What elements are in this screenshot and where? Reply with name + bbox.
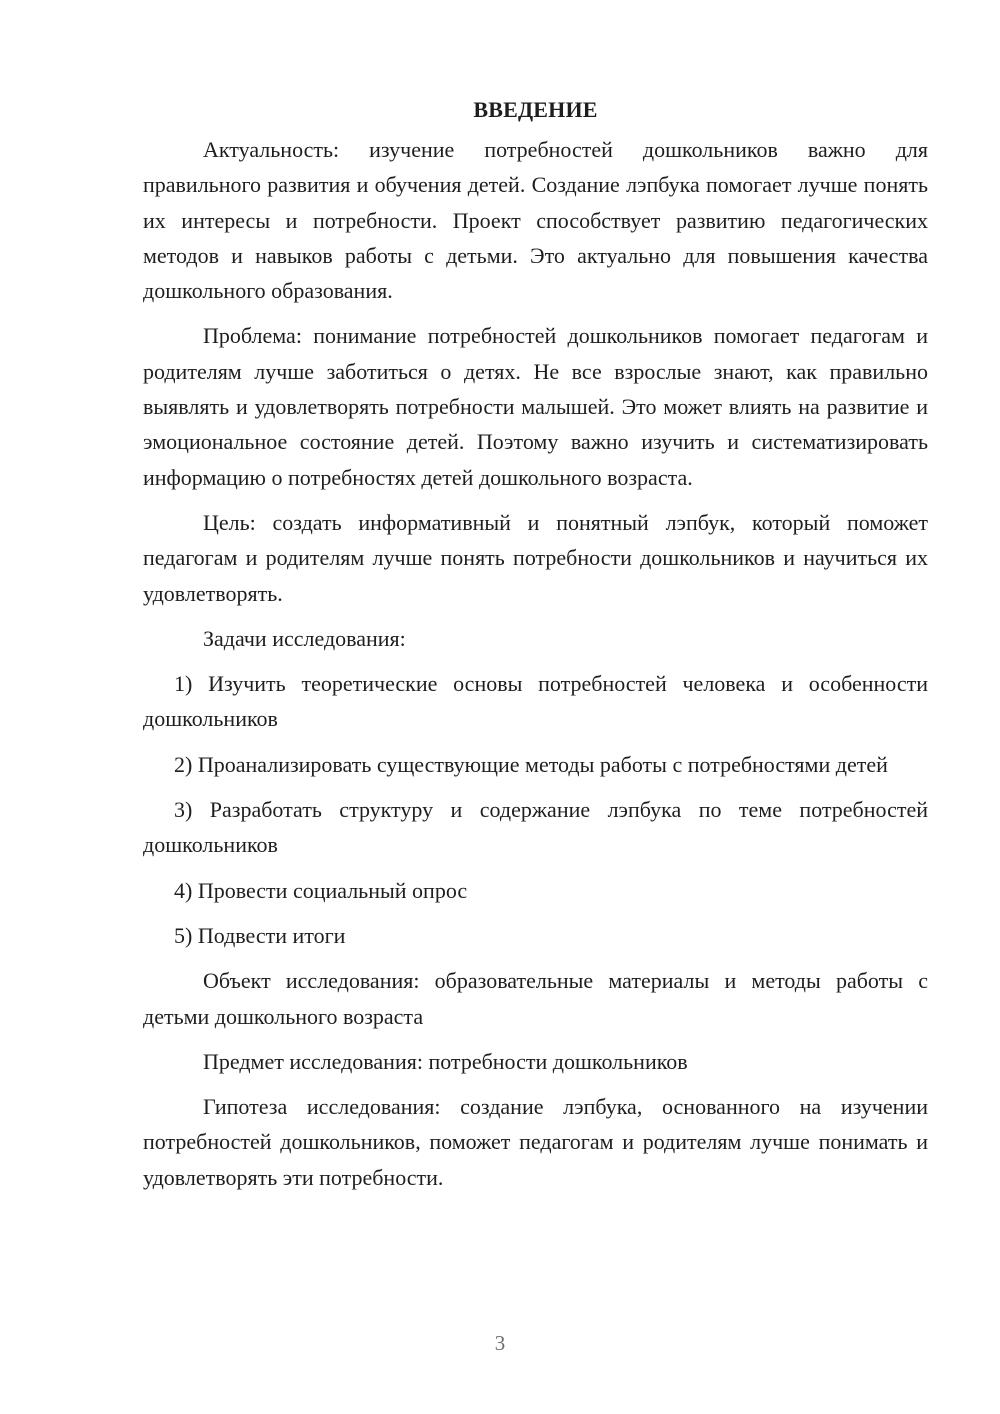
document-page: [143, 92, 928, 1205]
object-paragraph: Объект исследования: образовательные материалы и методы работы с детьми дошкольного возраста: [143, 968, 928, 1029]
goal-paragraph: Цель: создать информативный и понятный лэпбук, который поможет педагогам и родителям лучше понять потребности дошкольников и научиться их удовлетворять.: [143, 509, 928, 606]
problem-paragraph: Проблема: понимание потребностей дошкольников помогает педагогам и родителям лучше заботиться о детях. Не все взрослые знают, как правильно выявлять и удовлетворять потребности малышей. Это может влиять на развитие и эмоциональное состояние детей. Поэтому важно изучить и систематизировать информацию о потребностях детей дошкольного возраста.: [143, 323, 928, 490]
relevance-paragraph: Актуальность: изучение потребностей дошкольников важно для правильного развития и обучения детей. Создание лэпбука помогает лучше понять их интересы и потребности. Проект способствует развитию педагогических методов и навыков работы с детьми. Это актуально для повышения качества дошкольного образования.: [143, 137, 928, 304]
page-number: 3: [494, 1331, 506, 1355]
page-title: ВВЕДЕНИЕ: [473, 97, 598, 122]
task-item-3: 3) Разработать структуру и содержание лэпбука по теме потребностей дошкольников: [143, 797, 928, 858]
hypothesis-paragraph: Гипотеза исследования: создание лэпбука, основанного на изучении потребностей дошкольников, поможет педагогам и родителям лучше понимать и удовлетворять эти потребности.: [143, 1094, 928, 1190]
task-item-4: 4) Провести социальный опрос: [174, 877, 468, 903]
task-item-5: 5) Подвести итоги: [174, 922, 346, 948]
subject-paragraph: Предмет исследования: потребности дошкольников: [203, 1048, 688, 1074]
tasks-heading: Задачи исследования:: [203, 625, 406, 651]
task-item-2: 2) Проанализировать существующие методы работы с потребностями детей: [174, 751, 888, 777]
task-item-1: 1) Изучить теоретические основы потребностей человека и особенности дошкольников: [143, 671, 928, 732]
